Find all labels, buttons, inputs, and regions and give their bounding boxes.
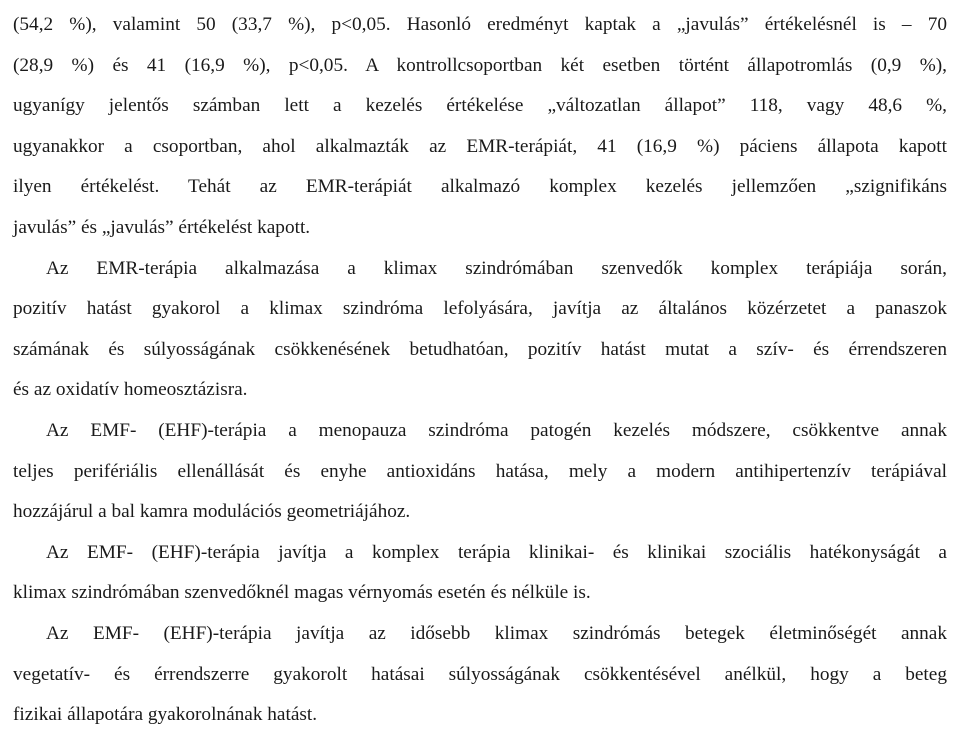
text-line: teljes perifériális ellenállását és enyhe antioxidáns hatása, mely a modern antihipertenzív terápiával <box>13 460 947 482</box>
text-line: vegetatív- és érrendszerre gyakorolt hatásai súlyosságának csökkentésével anélkül, hogy a beteg <box>13 663 947 685</box>
text-line: (54,2 %), valamint 50 (33,7 %), p<0,05. Hasonló eredményt kaptak a „javulás” értékelésnél is – 70 <box>13 14 947 35</box>
text-line: hozzájárul a bal kamra modulációs geometriájához. <box>13 501 411 523</box>
text-line: számának és súlyosságának csökkenésének betudhatóan, pozitív hatást mutat a szív- és érrendszeren <box>13 338 947 360</box>
text-line: Az EMR-terápia alkalmazása a klimax szindrómában szenvedők komplex terápiája során, <box>46 257 947 279</box>
paragraph-emf-quality-of-life <box>13 614 947 736</box>
paragraph-results <box>13 5 947 249</box>
text-line: pozitív hatást gyakorol a klimax szindróma lefolyására, javítja az általános közérzetet a panaszok <box>13 298 947 320</box>
text-line: (28,9 %) és 41 (16,9 %), p<0,05. A kontrollcsoportban két esetben történt állapotromlás (0,9 %), <box>13 54 947 76</box>
text-line: javulás” és „javulás” értékelést kapott. <box>13 216 311 238</box>
paragraph-emr-conclusion <box>13 249 947 411</box>
text-line: Az EMF- (EHF)-terápia a menopauza szindróma patogén kezelés módszere, csökkentve annak <box>46 419 947 441</box>
text-line: és az oxidatív homeosztázisra. <box>13 379 248 401</box>
text-line: ilyen értékelést. Tehát az EMR-terápiát alkalmazó komplex kezelés jellemzően „szignifikáns <box>13 176 947 198</box>
paragraph-emf-menopause <box>13 411 947 533</box>
text-line: ugyanígy jelentős számban lett a kezelés értékelése „változatlan állapot” 118, vagy 48,6 %, <box>13 95 947 117</box>
text-line: ugyanakkor a csoportban, ahol alkalmazták az EMR-terápiát, 41 (16,9 %) páciens állapota kapott <box>13 135 947 157</box>
text-line: fizikai állapotára gyakorolnának hatást. <box>13 704 318 726</box>
text-line: Az EMF- (EHF)-terápia javítja az idősebb klimax szindrómás betegek életminőségét annak <box>46 622 947 644</box>
paragraph-emf-efficacy <box>13 533 947 614</box>
text-line: Az EMF- (EHF)-terápia javítja a komplex terápia klinikai- és klinikai szociális hatékonyságát a <box>46 541 947 563</box>
text-line: klimax szindrómában szenvedőknél magas vérnyomás esetén és nélküle is. <box>13 582 591 604</box>
